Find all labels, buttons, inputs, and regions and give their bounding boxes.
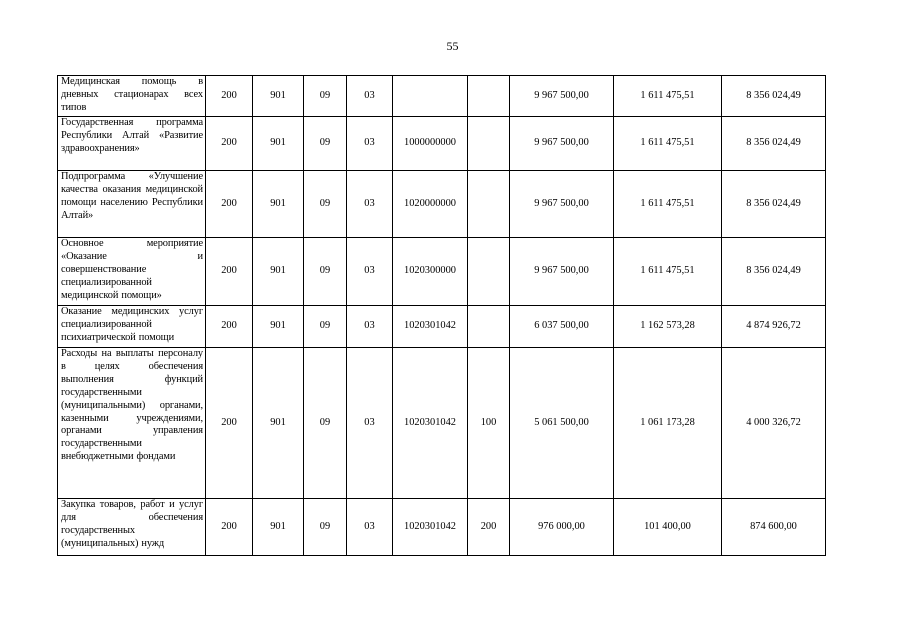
table-row — [58, 171, 826, 238]
cell-code-4: 03 — [347, 348, 393, 499]
row-description: Основное мероприятие «Оказание и совершенствование специализированной медицинской помощи» — [58, 238, 206, 306]
cell-code-3: 09 — [304, 306, 347, 348]
cell-code-2: 901 — [253, 306, 304, 348]
cell-code-3: 09 — [304, 76, 347, 117]
cell-expense-type: 100 — [468, 348, 510, 499]
cell-amount-2: 101 400,00 — [614, 499, 722, 556]
cell-target-code — [393, 76, 468, 117]
cell-code-1: 200 — [206, 348, 253, 499]
cell-expense-type — [468, 238, 510, 306]
cell-code-4: 03 — [347, 238, 393, 306]
cell-code-2: 901 — [253, 76, 304, 117]
cell-code-4: 03 — [347, 306, 393, 348]
cell-amount-1: 9 967 500,00 — [510, 171, 614, 238]
cell-code-1: 200 — [206, 306, 253, 348]
cell-target-code: 1020300000 — [393, 238, 468, 306]
table-row — [58, 348, 826, 499]
cell-code-3: 09 — [304, 499, 347, 556]
cell-amount-1: 9 967 500,00 — [510, 76, 614, 117]
cell-code-3: 09 — [304, 171, 347, 238]
cell-amount-3: 4 874 926,72 — [722, 306, 826, 348]
cell-code-4: 03 — [347, 499, 393, 556]
cell-amount-3: 4 000 326,72 — [722, 348, 826, 499]
cell-code-3: 09 — [304, 238, 347, 306]
cell-amount-2: 1 611 475,51 — [614, 76, 722, 117]
row-description: Закупка товаров, работ и услуг для обеспечения государственных (муниципальных) нужд — [58, 499, 206, 556]
cell-target-code: 1020301042 — [393, 306, 468, 348]
row-description: Оказание медицинских услуг специализированной психиатрической помощи — [58, 306, 206, 348]
cell-target-code: 1020301042 — [393, 499, 468, 556]
table-row — [58, 499, 826, 556]
cell-code-3: 09 — [304, 348, 347, 499]
cell-code-2: 901 — [253, 117, 304, 171]
cell-code-4: 03 — [347, 76, 393, 117]
cell-amount-2: 1 611 475,51 — [614, 238, 722, 306]
row-description: Государственная программа Республики Алтай «Развитие здравоохранения» — [58, 117, 206, 171]
cell-expense-type — [468, 76, 510, 117]
cell-code-1: 200 — [206, 499, 253, 556]
row-description: Подпрограмма «Улучшение качества оказания медицинской помощи населению Республики Алтай» — [58, 171, 206, 238]
cell-amount-1: 6 037 500,00 — [510, 306, 614, 348]
cell-expense-type — [468, 306, 510, 348]
cell-code-4: 03 — [347, 117, 393, 171]
cell-expense-type: 200 — [468, 499, 510, 556]
cell-target-code: 1000000000 — [393, 117, 468, 171]
cell-code-2: 901 — [253, 499, 304, 556]
budget-table — [57, 75, 826, 556]
cell-amount-1: 5 061 500,00 — [510, 348, 614, 499]
cell-amount-1: 9 967 500,00 — [510, 117, 614, 171]
cell-code-2: 901 — [253, 171, 304, 238]
cell-code-1: 200 — [206, 117, 253, 171]
cell-amount-3: 8 356 024,49 — [722, 117, 826, 171]
table-row — [58, 238, 826, 306]
table-row — [58, 306, 826, 348]
cell-amount-1: 976 000,00 — [510, 499, 614, 556]
cell-code-1: 200 — [206, 171, 253, 238]
cell-expense-type — [468, 117, 510, 171]
cell-amount-2: 1 611 475,51 — [614, 117, 722, 171]
row-description: Расходы на выплаты персоналу в целях обеспечения выполнения функций государственными (муниципальными) органами, казенными учреждениями, органами управления государственными внебюджетными фондами — [58, 348, 206, 499]
cell-amount-2: 1 611 475,51 — [614, 171, 722, 238]
cell-code-1: 200 — [206, 76, 253, 117]
cell-code-1: 200 — [206, 238, 253, 306]
cell-target-code: 1020301042 — [393, 348, 468, 499]
cell-expense-type — [468, 171, 510, 238]
cell-amount-2: 1 061 173,28 — [614, 348, 722, 499]
cell-amount-1: 9 967 500,00 — [510, 238, 614, 306]
table-row — [58, 117, 826, 171]
cell-target-code: 1020000000 — [393, 171, 468, 238]
cell-code-4: 03 — [347, 171, 393, 238]
row-description: Медицинская помощь в дневных стационарах всех типов — [58, 76, 206, 117]
cell-code-3: 09 — [304, 117, 347, 171]
cell-code-2: 901 — [253, 238, 304, 306]
page-number: 55 — [446, 39, 459, 53]
cell-amount-3: 8 356 024,49 — [722, 171, 826, 238]
cell-amount-2: 1 162 573,28 — [614, 306, 722, 348]
cell-code-2: 901 — [253, 348, 304, 499]
cell-amount-3: 8 356 024,49 — [722, 238, 826, 306]
cell-amount-3: 874 600,00 — [722, 499, 826, 556]
table-row — [58, 76, 826, 117]
cell-amount-3: 8 356 024,49 — [722, 76, 826, 117]
